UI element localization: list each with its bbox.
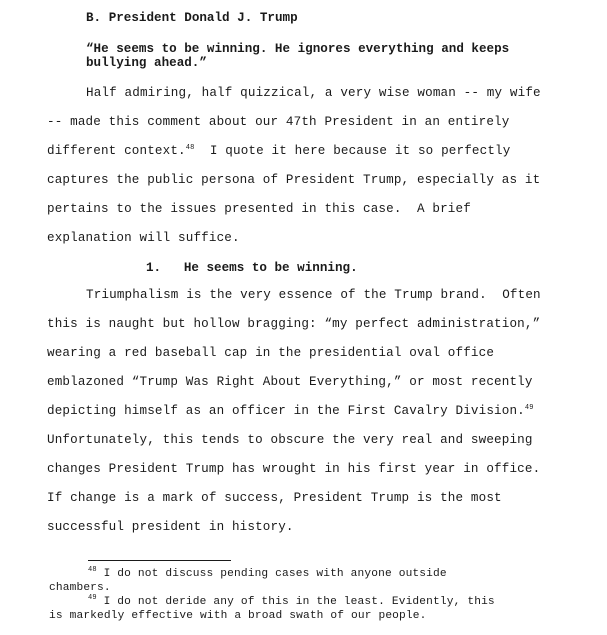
paragraph-2-line-7: changes President Trump has wrought in his first year in office. (47, 462, 541, 476)
paragraph-2-line-4: emblazoned “Trump Was Right About Everything,” or most recently (47, 375, 533, 389)
paragraph-2-line-5-text: depicting himself as an officer in the First Cavalry Division. (47, 404, 525, 418)
paragraph-1-line-3-text: different context. (47, 144, 186, 158)
section-label: B. (86, 11, 102, 25)
footnote-49-text: I do not deride any of this in the least. Evidently, this (96, 596, 495, 608)
paragraph-2-line-3: wearing a red baseball cap in the presidential oval office (47, 346, 495, 360)
footnote-divider (88, 560, 231, 561)
paragraph-1-line-4: captures the public persona of President Trump, especially as it (47, 173, 541, 187)
subheading (146, 261, 358, 276)
footnote-48-line-2: chambers. (49, 582, 111, 594)
paragraph-1-line-5: pertains to the issues presented in this case. A brief (47, 202, 471, 216)
paragraph-1-line-1: Half admiring, half quizzical, a very wise woman -- my wife (86, 86, 541, 100)
paragraph-1-line-6: explanation will suffice. (47, 231, 240, 245)
subheading-title: He seems to be winning. (183, 261, 358, 275)
footnote-48-line-1 (88, 568, 447, 581)
paragraph-2-line-6: Unfortunately, this tends to obscure the very real and sweeping (47, 433, 533, 447)
paragraph-2-line-9: successful president in history. (47, 520, 294, 534)
section-heading (86, 11, 298, 26)
paragraph-1-line-3 (47, 144, 510, 159)
paragraph-2-line-1: Triumphalism is the very essence of the Trump brand. Often (86, 288, 541, 302)
paragraph-2-line-2: this is naught but hollow bragging: “my perfect administration,” (47, 317, 541, 331)
footnote-49-line-2: is markedly effective with a broad swath of our people. (49, 610, 427, 622)
quote-line-1: “He seems to be winning. He ignores everything and keeps (86, 42, 510, 56)
section-title: President Donald J. Trump (108, 11, 298, 25)
quote-line-2: bullying ahead.” (86, 56, 207, 70)
footnote-49-number: 49 (88, 594, 97, 602)
paragraph-2-line-8: If change is a mark of success, President Trump is the most (47, 491, 502, 505)
paragraph-1-line-3-rest: I quote it here because it so perfectly (194, 144, 511, 158)
footnote-ref-48[interactable]: 48 (185, 144, 195, 152)
paragraph-1-line-2: -- made this comment about our 47th President in an entirely (47, 115, 510, 129)
footnote-48-number: 48 (88, 566, 97, 574)
footnote-ref-49[interactable]: 49 (524, 404, 534, 412)
footnote-49-line-1 (88, 596, 495, 609)
footnote-48-text: I do not discuss pending cases with anyone outside (96, 568, 447, 580)
subheading-number: 1. (146, 261, 162, 275)
paragraph-2-line-5 (47, 404, 534, 419)
